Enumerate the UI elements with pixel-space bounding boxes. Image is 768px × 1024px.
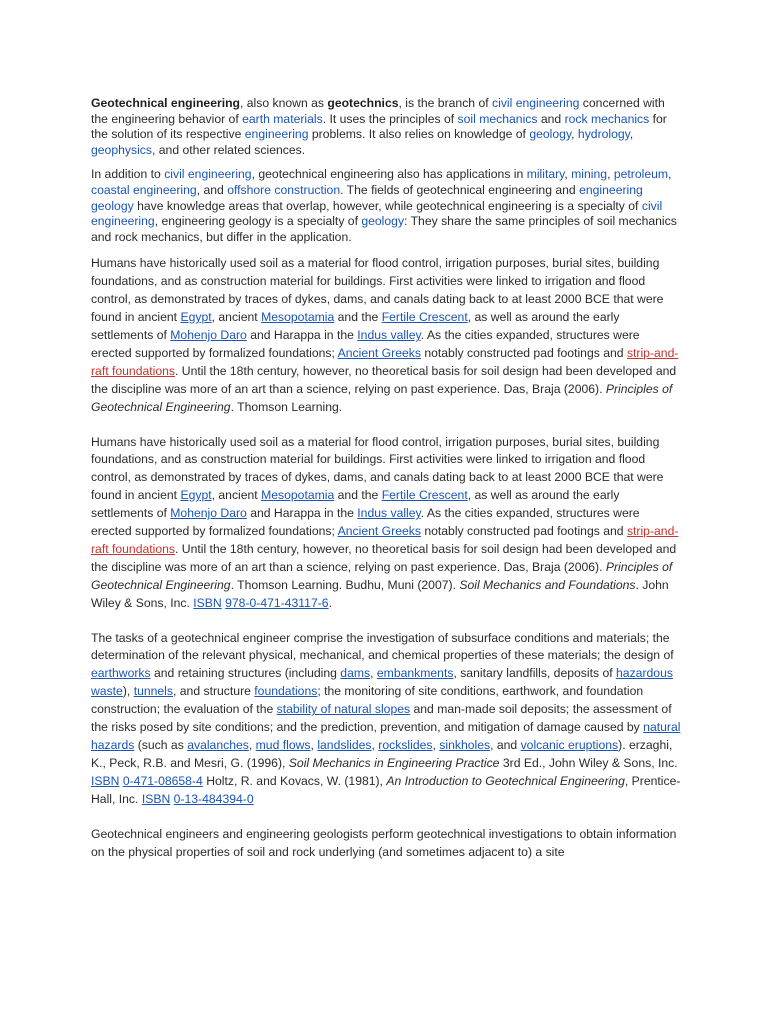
link-strip-and-raft-foundations[interactable]: strip-and-raft foundations <box>91 345 679 378</box>
link-mining[interactable]: mining <box>571 167 608 182</box>
link-rock-mechanics[interactable]: rock mechanics <box>564 111 650 126</box>
link-ancient-greeks[interactable]: Ancient Greeks <box>337 345 421 360</box>
link-geology[interactable]: geology <box>529 127 572 142</box>
link-geophysics[interactable]: geophysics <box>91 142 152 157</box>
link-isbn[interactable]: ISBN <box>193 595 222 610</box>
link-isbn[interactable]: ISBN <box>141 791 171 806</box>
citation-title: Soil Mechanics in Engineering Practice <box>288 755 500 770</box>
link-engineering-geology[interactable]: engineering geology <box>91 182 643 213</box>
link-natural-hazards[interactable]: natural hazards <box>91 720 681 752</box>
link-embankments[interactable]: embankments <box>376 666 454 681</box>
link-rockslides[interactable]: rockslides <box>378 738 433 752</box>
link-indus-valley[interactable]: Indus valley <box>357 506 421 521</box>
paragraph-history-repeat: Humans have historically used soil as a material for flood control, irrigation purposes, burial sites, building foundations, and as construction material for buildings. First activities were linked to irrigation and flood control, as demonstrated by traces of dykes, dams, and canals dating back to at least 2000 BCE that were found in ancient Egypt, ancient Mesopotamia and the Fertile Crescent, as well as around the early settlements of Mohenjo Daro and Harappa in the Indus valley. As the cities expanded, structures were erected supported by formalized foundations; Ancient Greeks notably constructed pad footings and strip-and-raft foundations. Until the 18th century, however, no theoretical basis for soil design had been developed and the discipline was more of an art than a science, relying on past experience. Das, Braja (2006). Principles of Geotechnical Engineering. Thomson Learning. Budhu, Muni (2007). Soil Mechanics and Foundations. John Wiley & Sons, Inc. ISBN 978-0-471-43117-6. <box>91 434 679 610</box>
link-petroleum[interactable]: petroleum <box>613 167 669 182</box>
link-volcanic-eruptions[interactable]: volcanic eruptions <box>520 738 619 752</box>
link-fertile-crescent[interactable]: Fertile Crescent <box>381 488 468 503</box>
citation-title: Soil Mechanics and Foundations <box>459 577 636 592</box>
term-geotechnics: geotechnics <box>327 96 399 110</box>
citation-title: Principles of Geotechnical Engineering <box>91 381 673 414</box>
paragraph-history: Humans have historically used soil as a material for flood control, irrigation purposes, burial sites, building foundations, and as construction material for buildings. First activities were linked to irrigation and flood control, as demonstrated by traces of dykes, dams, and canals dating back to at least 2000 BCE that were found in ancient Egypt, ancient Mesopotamia and the Fertile Crescent, as well as around the early settlements of Mohenjo Daro and Harappa in the Indus valley. As the cities expanded, structures were erected supported by formalized foundations; Ancient Greeks notably constructed pad footings and strip-and-raft foundations. Until the 18th century, however, no theoretical basis for soil design had been developed and the discipline was more of an art than a science, relying on past experience. Das, Braja (2006). Principles of Geotechnical Engineering. Thomson Learning. <box>91 256 679 414</box>
paragraph-applications: In addition to civil engineering, geotechnical engineering also has applications in military, mining, petroleum, coastal engineering, and offshore construction. The fields of geotechnical engineering and engineering geology have knowledge areas that overlap, however, while geotechnical engineering is a specialty of civil engineering, engineering geology is a specialty of geology: They share the same principles of soil mechanics and rock mechanics, but differ in the application. <box>91 167 677 244</box>
link-indus-valley[interactable]: Indus valley <box>357 327 421 342</box>
link-isbn[interactable]: ISBN <box>91 773 120 788</box>
link-earthworks[interactable]: earthworks <box>91 666 151 681</box>
document-page <box>91 96 681 861</box>
link-engineering[interactable]: engineering <box>244 127 309 142</box>
link-earth-materials[interactable]: earth materials <box>242 111 323 126</box>
link-tunnels[interactable]: tunnels <box>133 684 173 699</box>
link-sinkholes[interactable]: sinkholes <box>439 738 491 752</box>
link-civil-engineering[interactable]: civil engineering <box>492 96 580 110</box>
link-isbn-0-471-08658-4[interactable]: 0-471-08658-4 <box>122 773 203 788</box>
link-hydrology[interactable]: hydrology <box>577 127 630 142</box>
link-coastal-engineering[interactable]: coastal engineering <box>91 182 197 197</box>
link-foundations[interactable]: foundations <box>254 684 318 699</box>
link-offshore-construction[interactable]: offshore construction <box>227 182 341 197</box>
link-geology[interactable]: geology <box>361 214 405 229</box>
paragraph-tasks: The tasks of a geotechnical engineer comprise the investigation of subsurface conditions and materials; the determination of the relevant physical, mechanical, and chemical properties of these materials; the design of earthworks and retaining structures (including dams, embankments, sanitary landfills, deposits of hazardous waste), tunnels, and structure foundations; the monitoring of site conditions, earthwork, and foundation construction; the evaluation of the stability of natural slopes and man-made soil deposits; the assessment of the risks posed by site conditions; and the prediction, prevention, and mitigation of damage caused by natural hazards (such as avalanches, mud flows, landslides, rockslides, sinkholes, and volcanic eruptions). erzaghi, K., Peck, R.B. and Mesri, G. (1996), Soil Mechanics in Engineering Practice 3rd Ed., John Wiley & Sons, Inc. ISBN 0-471-08658-4 Holtz, R. and Kovacs, W. (1981), An Introduction to Geotechnical Engineering, Prentice-Hall, Inc. ISBN 0-13-484394-0 <box>91 630 681 806</box>
link-isbn-978-0-471-43117-6[interactable]: 978-0-471-43117-6 <box>225 595 329 610</box>
link-egypt[interactable]: Egypt <box>180 488 212 503</box>
link-strip-and-raft-foundations[interactable]: strip-and-raft foundations <box>91 524 679 556</box>
paragraph-intro: Geotechnical engineering, also known as geotechnics, is the branch of civil engineering concerned with the engineering behavior of earth materials. It uses the principles of soil mechanics and rock mechanics for the solution of its respective engineering problems. It also relies on knowledge of geology, hydrology, geophysics, and other related sciences. <box>91 96 667 157</box>
link-dams[interactable]: dams <box>340 666 371 681</box>
citation-title: Principles of Geotechnical Engineering <box>91 559 673 592</box>
citation-title: An Introduction to Geotechnical Engineering <box>386 773 625 788</box>
link-soil-mechanics[interactable]: soil mechanics <box>457 111 538 126</box>
link-mesopotamia[interactable]: Mesopotamia <box>261 310 335 325</box>
link-landslides[interactable]: landslides <box>317 738 372 752</box>
paragraph-investigations: Geotechnical engineers and engineering geologists perform geotechnical investigations to obtain information on the physical properties of soil and rock underlying (and sometimes adjacent to) a site <box>91 826 677 859</box>
link-mohenjo-daro[interactable]: Mohenjo Daro <box>170 327 247 342</box>
term-geotechnical-engineering: Geotechnical engineering <box>91 96 240 110</box>
link-civil-engineering[interactable]: civil engineering <box>164 167 252 182</box>
link-egypt[interactable]: Egypt <box>180 310 212 325</box>
link-stability-of-natural-slopes[interactable]: stability of natural slopes <box>276 702 411 717</box>
link-mesopotamia[interactable]: Mesopotamia <box>261 488 335 503</box>
link-mud-flows[interactable]: mud flows <box>255 738 311 752</box>
link-military[interactable]: military <box>526 167 565 182</box>
link-ancient-greeks[interactable]: Ancient Greeks <box>337 524 421 539</box>
link-isbn-0-13-484394-0[interactable]: 0-13-484394-0 <box>173 791 254 806</box>
link-mohenjo-daro[interactable]: Mohenjo Daro <box>170 506 247 521</box>
link-hazardous-waste[interactable]: hazardous waste <box>91 666 673 699</box>
link-civil-engineering[interactable]: civil engineering <box>91 198 663 229</box>
link-avalanches[interactable]: avalanches <box>187 738 249 752</box>
link-fertile-crescent[interactable]: Fertile Crescent <box>381 310 468 325</box>
